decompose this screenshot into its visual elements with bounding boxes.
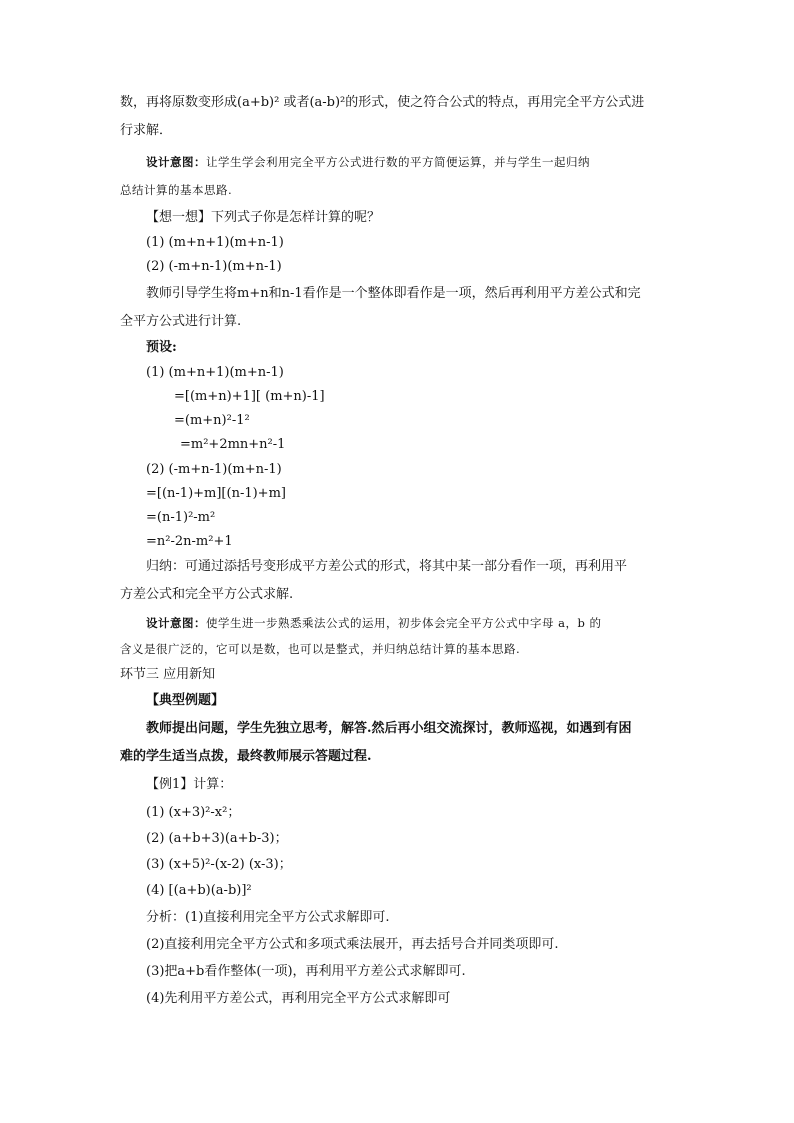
design-intent-line: 总结计算的基本思路.	[120, 183, 233, 197]
analysis-line: (4)先利用平方差公式，再利用完全平方公式求解即可	[146, 991, 451, 1006]
exercise-1: (1) (x+3)²-x²；	[146, 805, 241, 820]
solution-line: =[(n-1)+m][(n-1)+m]	[146, 486, 286, 501]
solution-line: =m²+2mn+n²-1	[180, 437, 286, 452]
analysis-line: (3)把a+b看作整体(一项)，再利用平方差公式求解即可.	[146, 964, 466, 979]
solution-line: =[(m+n)+1][ (m+n)-1]	[174, 389, 325, 404]
solution-line: (1) (m+n+1)(m+n-1)	[146, 365, 284, 380]
paragraph-line: 难的学生适当点拨，最终教师展示答题过程.	[120, 749, 372, 764]
paragraph-line: 归纳：可通过添括号变形成平方差公式的形式，将其中某一部分看作一项，再利用平	[146, 559, 628, 574]
paragraph-line: 方差公式和完全平方公式求解.	[120, 587, 294, 602]
solution-line: (2) (-m+n-1)(m+n-1)	[146, 462, 282, 477]
exercise-3: (3) (x+5)²-(x-2) (x-3)；	[146, 857, 292, 872]
design-intent-text: 使学生进一步熟悉乘法公式的运用，初步体会完全平方公式中字母 a，b 的	[206, 616, 602, 630]
paragraph-line: 教师提出问题，学生先独立思考，解答.然后再小组交流探讨，教师巡视，如遇到有困	[146, 721, 632, 736]
paragraph-line: 全平方公式进行计算.	[120, 314, 242, 329]
example-heading: 【例1】计算：	[146, 777, 233, 792]
typical-example-heading: 【典型例题】	[146, 693, 225, 708]
paragraph-line: 数，再将原数变形成(a+b)² 或者(a-b)²的形式，使之符合公式的特点，再用完全平方公式进	[120, 95, 645, 110]
solution-line: =n²-2n-m²+1	[146, 534, 233, 549]
paragraph-line: 行求解．	[120, 123, 173, 138]
design-intent-label: 设计意图：	[146, 616, 206, 630]
analysis-line: 分析：(1)直接利用完全平方公式求解即可.	[146, 910, 390, 925]
section-heading: 环节三 应用新知	[120, 667, 216, 682]
paragraph-line: 教师引导学生将m+n和n-1看作是一个整体即看作是一项，然后再利用平方差公式和完	[146, 286, 641, 301]
design-intent-text: 让学生学会利用完全平方公式进行数的平方简便运算，并与学生一起归纳	[206, 155, 590, 169]
exercise-2: (2) (a+b+3)(a+b-3)；	[146, 831, 288, 846]
question-2: (2) (-m+n-1)(m+n-1)	[146, 259, 282, 274]
design-intent-label: 设计意图：	[146, 155, 206, 169]
exercise-4: (4) [(a+b)(a-b)]²	[146, 883, 252, 898]
think-heading: 【想一想】下列式子你是怎样计算的呢？	[146, 210, 381, 225]
solution-line: =(n-1)²-m²	[146, 510, 216, 525]
preset-label: 预设:	[146, 340, 177, 355]
analysis-line: (2)直接利用完全平方公式和多项式乘法展开，再去括号合并同类项即可.	[146, 937, 559, 952]
design-intent-line	[146, 153, 590, 171]
design-intent-line	[146, 614, 602, 632]
question-1: (1) (m+n+1)(m+n-1)	[146, 235, 284, 250]
design-intent-line: 含义是很广泛的，它可以是数，也可以是整式，并归纳总结计算的基本思路.	[120, 642, 521, 656]
solution-line: =(m+n)²-1²	[174, 413, 250, 428]
